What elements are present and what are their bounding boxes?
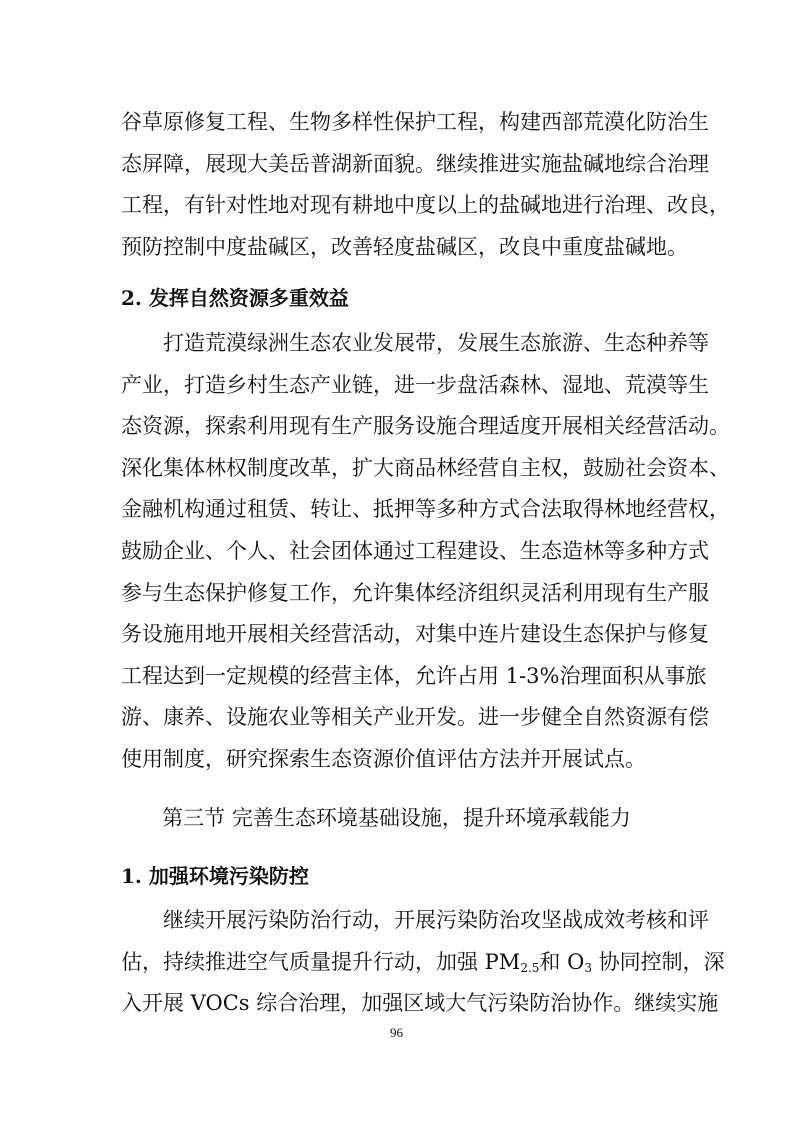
text-line: 产业，打造乡村生态产业链，进一步盘活森林、湿地、荒漠等生: [121, 372, 709, 397]
section-heading: 第三节 完善生态环境基础设施，提升环境承载能力: [162, 806, 631, 830]
text-line: 态屏障，展现大美岳普湖新面貌。继续推进实施盐碱地综合治理: [121, 151, 709, 176]
text-line: [121, 942, 725, 984]
text-line: 金融机构通过租赁、转让、抵押等多种方式合法取得林地经营权，: [121, 497, 730, 522]
text-line: 参与生态保护修复工作，允许集体经济组织灵活利用现有生产服: [121, 580, 709, 605]
text-line: 工程，有针对性地对现有耕地中度以上的盐碱地进行治理、改良，: [121, 193, 730, 218]
text-line: 使用制度，研究探索生态资源价值评估方法并开展试点。: [121, 746, 646, 771]
text-line: 态资源，探索利用现有生产服务设施合理适度开展相关经营活动。: [121, 414, 730, 439]
page-number: 96: [390, 1025, 403, 1040]
text-line: 深化集体林权制度改革，扩大商品林经营自主权，鼓励社会资本、: [121, 455, 730, 480]
text-line: 预防控制中度盐碱区，改善轻度盐碱区，改良中重度盐碱地。: [121, 234, 688, 259]
text-line: 游、康养、设施农业等相关产业开发。进一步健全自然资源有偿: [121, 705, 709, 730]
text-line: 入开展 VOCs 综合治理，加强区域大气污染防治协作。继续实施: [121, 991, 719, 1016]
text-line: 工程达到一定规模的经营主体，允许占用 1-3%治理面积从事旅: [121, 663, 707, 688]
text-line: 谷草原修复工程、生物多样性保护工程，构建西部荒漠化防治生: [121, 110, 709, 134]
text-line: 鼓励企业、个人、社会团体通过工程建设、生态造林等多种方式: [121, 538, 709, 563]
text-line: 打造荒漠绿洲生态农业发展带，发展生态旅游、生态种养等: [121, 331, 709, 355]
paragraph-natural-resources: [121, 323, 730, 781]
paragraph-saline-land: [121, 102, 730, 268]
text-line: 务设施用地开展相关经营活动，对集中连片建设生态保护与修复: [121, 622, 709, 647]
subheading-pollution-control: 1. 加强环境污染防控: [121, 864, 309, 888]
text-segment: 估，持续推进空气质量提升行动，加强 PM: [121, 949, 521, 974]
subheading-natural-resources: 2. 发挥自然资源多重效益: [121, 286, 349, 310]
subscript: 2.5: [520, 960, 540, 975]
text-line: 继续开展污染防治行动，开展污染防治攻坚战成效考核和评: [121, 908, 709, 932]
paragraph-pollution-control: [121, 900, 725, 1025]
text-segment: 和 O: [539, 949, 585, 974]
text-segment: 协同控制，深: [591, 949, 725, 974]
subscript: 3: [584, 960, 592, 975]
